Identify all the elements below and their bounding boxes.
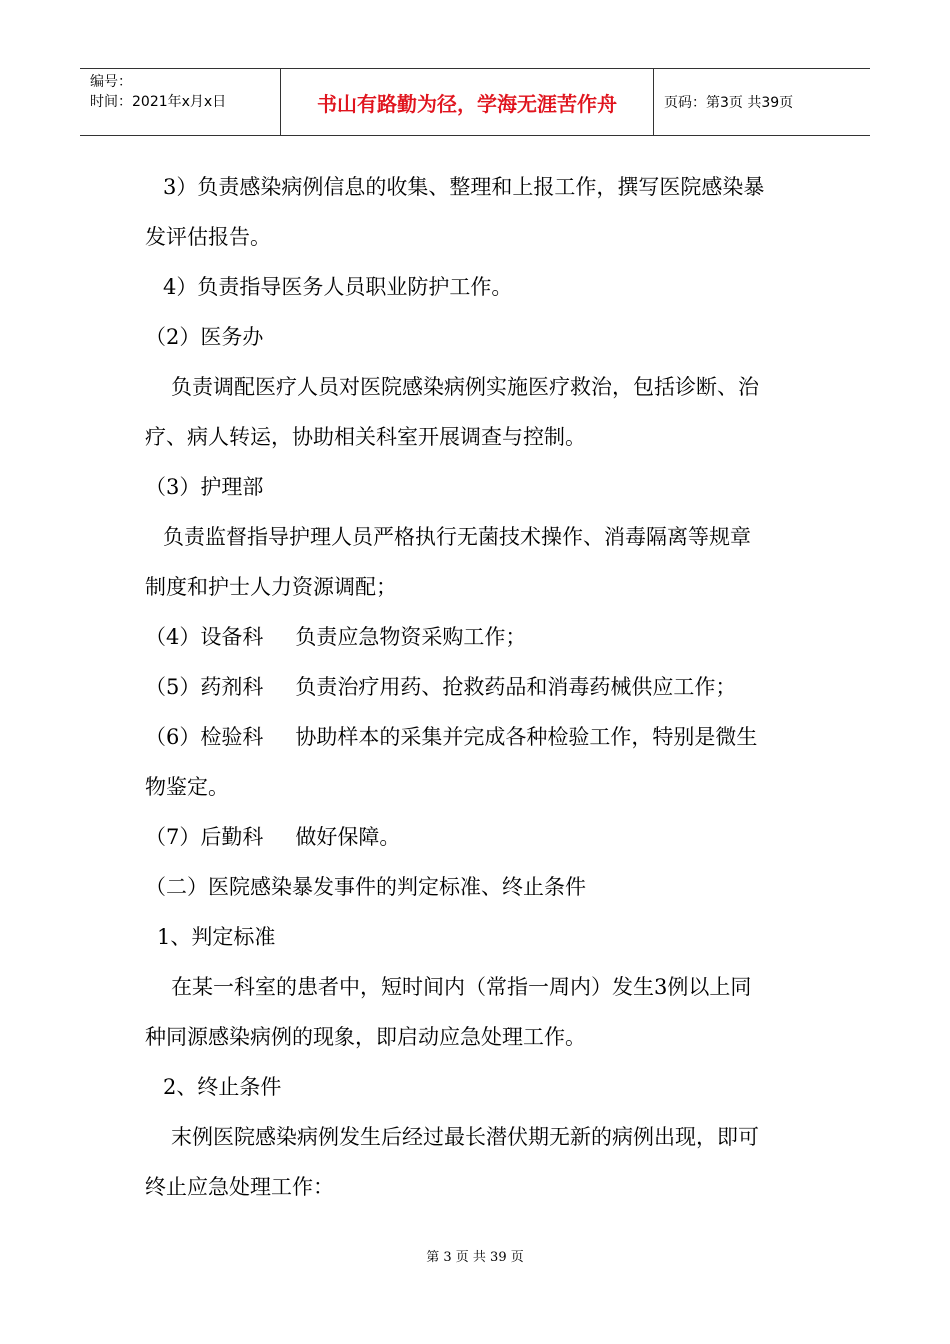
dept-name: （6）检验科 [145, 725, 264, 749]
paragraph-line: 负责监督指导护理人员严格执行无菌技术操作、消毒隔离等规章 [163, 525, 751, 549]
number-label: 编号： [90, 74, 132, 90]
paragraph-line: 4）负责指导医务人员职业防护工作。 [163, 275, 513, 299]
paragraph-line: 3）负责感染病例信息的收集、整理和上报工作，撰写医院感染暴 [163, 175, 765, 199]
section-heading: （3）护理部 [145, 475, 264, 499]
document-body [145, 162, 810, 1212]
paragraph-line: 制度和护士人力资源调配； [145, 575, 397, 599]
paragraph-line: 末例医院感染病例发生后经过最长潜伏期无新的病例出现，即可 [171, 1125, 759, 1149]
dept-row-equipment [145, 612, 810, 662]
dept-row-pharmacy [145, 662, 810, 712]
paragraph-line: 发评估报告。 [145, 225, 271, 249]
dept-duty: 负责应急物资采购工作； [295, 625, 527, 649]
page-footer: 第 3 页 共 39 页 [426, 1250, 524, 1265]
dept-name: （4）设备科 [145, 625, 264, 649]
header-page-info: 页码：第3页 共39页 [664, 95, 794, 111]
dept-duty: 协助样本的采集并完成各种检验工作，特别是微生 [295, 725, 758, 749]
dept-name: （7）后勤科 [145, 825, 264, 849]
document-header [80, 68, 870, 136]
paragraph-line: 种同源感染病例的现象，即启动应急处理工作。 [145, 1025, 586, 1049]
header-motto-cell [281, 69, 654, 135]
section-heading: 2、终止条件 [163, 1075, 282, 1099]
header-page-cell [654, 69, 870, 135]
paragraph-line: 物鉴定。 [145, 775, 229, 799]
section-heading: 1、判定标准 [157, 925, 276, 949]
paragraph-line: 在某一科室的患者中，短时间内（常指一周内）发生3例以上同 [171, 975, 752, 999]
dept-row-logistics [145, 812, 810, 862]
dept-duty: 负责治疗用药、抢救药品和消毒药械供应工作； [295, 675, 737, 699]
header-meta-cell [80, 69, 281, 135]
dept-row-lab [145, 712, 810, 762]
section-heading: （2）医务办 [145, 325, 264, 349]
date-label: 时间：2021年x月x日 [90, 94, 227, 110]
paragraph-line: 疗、病人转运，协助相关科室开展调查与控制。 [145, 425, 586, 449]
dept-duty: 做好保障。 [295, 825, 401, 849]
paragraph-line: 终止应急处理工作： [145, 1175, 334, 1199]
paragraph-line: 负责调配医疗人员对医院感染病例实施医疗救治，包括诊断、治 [171, 375, 759, 399]
header-motto: 书山有路勤为径，学海无涯苦作舟 [317, 91, 617, 116]
dept-name: （5）药剂科 [145, 675, 264, 699]
section-heading: （二）医院感染暴发事件的判定标准、终止条件 [145, 875, 586, 899]
